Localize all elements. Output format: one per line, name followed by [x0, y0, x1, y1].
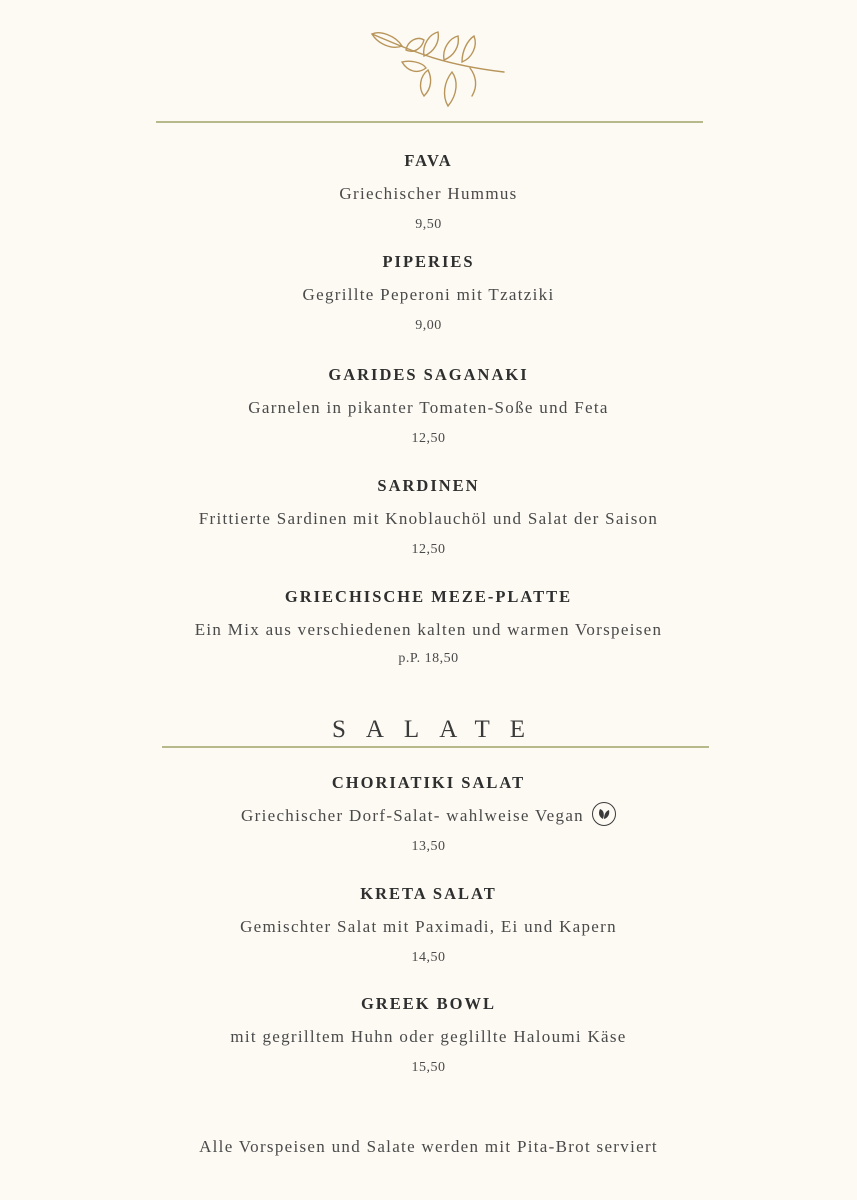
item-price: p.P. 18,50	[398, 651, 459, 666]
item-price: 9,00	[415, 318, 442, 333]
section-title-salate: SALATE	[331, 716, 546, 743]
vegan-leaf-icon	[592, 802, 616, 826]
item-name: GARIDES SAGANAKI	[328, 365, 529, 384]
olive-branch-icon	[366, 26, 508, 112]
item-description: Frittierte Sardinen mit Knoblauchöl und Salat der Saison	[198, 509, 659, 528]
item-name: SARDINEN	[377, 476, 480, 495]
item-description: Ein Mix aus verschiedenen kalten und warmen Vorspeisen	[194, 620, 663, 639]
menu-item	[0, 587, 857, 668]
item-description: Garnelen in pikanter Tomaten-Soße und Feta	[248, 398, 609, 417]
item-description: Griechischer Hummus	[339, 184, 518, 203]
item-description: mit gegrilltem Huhn oder geglillte Haloumi Käse	[230, 1027, 627, 1046]
menu-item	[0, 994, 857, 1077]
item-description: Griechischer Dorf-Salat- wahlweise Vegan	[241, 806, 584, 825]
item-description: Gegrillte Peperoni mit Tzatziki	[302, 285, 555, 304]
item-name: FAVA	[404, 151, 453, 170]
menu-item	[0, 773, 857, 856]
item-name: GREEK BOWL	[360, 994, 497, 1013]
item-name: GRIECHISCHE MEZE-PLATTE	[284, 587, 573, 606]
menu-item	[0, 252, 857, 335]
item-price: 14,50	[411, 950, 446, 965]
item-price: 13,50	[411, 839, 446, 854]
item-price: 12,50	[411, 431, 446, 446]
menu-item	[0, 151, 857, 234]
menu-item	[0, 884, 857, 967]
item-description: Gemischter Salat mit Paximadi, Ei und Kapern	[240, 917, 617, 936]
top-divider	[156, 121, 703, 123]
menu-item	[0, 365, 857, 448]
item-price: 9,50	[415, 217, 442, 232]
item-description-row	[0, 805, 857, 827]
item-name: PIPERIES	[382, 252, 475, 271]
footer-note: Alle Vorspeisen und Salate werden mit Pita-Brot serviert	[199, 1137, 658, 1156]
menu-item	[0, 476, 857, 559]
item-price: 12,50	[411, 542, 446, 557]
item-price: 15,50	[411, 1060, 446, 1075]
salate-divider	[162, 746, 709, 748]
item-name: KRETA SALAT	[360, 884, 497, 903]
item-name: CHORIATIKI SALAT	[331, 773, 526, 792]
